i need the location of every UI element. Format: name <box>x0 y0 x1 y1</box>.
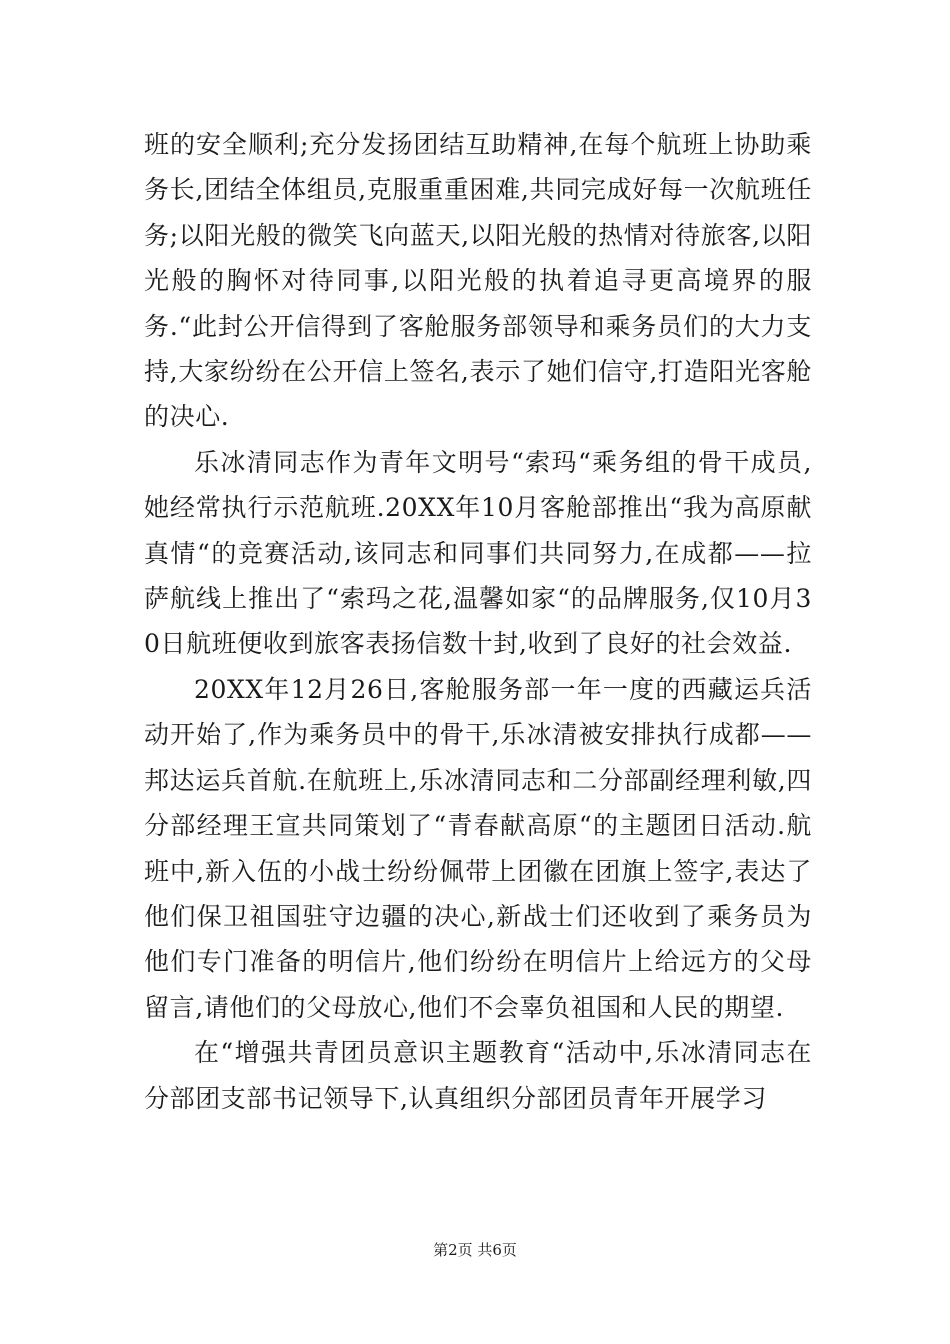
document-body <box>144 122 812 1121</box>
paragraph-1: 班的安全顺利;充分发扬团结互助精神,在每个航班上协助乘务长,团结全体组员,克服重重困难,共同完成好每一次航班任务;以阳光般的微笑飞向蓝天,以阳光般的热情对待旅客,以阳光般的胸怀对待同事,以阳光般的执着追寻更高境界的服务.“此封公开信得到了客舱服务部领导和乘务员们的大力支持,大家纷纷在公开信上签名,表示了她们信守,打造阳光客舱的决心. <box>144 130 812 432</box>
page-number-footer: 第2页 共6页 <box>433 1241 517 1259</box>
paragraph-4: 在“增强共青团员意识主题教育“活动中,乐冰清同志在分部团支部书记领导下,认真组织分部团员青年开展学习 <box>144 1038 812 1113</box>
paragraph-2: 乐冰清同志作为青年文明号“索玛“乘务组的骨干成员,她经常执行示范航班.20XX年10月客舱部推出“我为高原献真情“的竞赛活动,该同志和同事们共同努力,在成都——拉萨航线上推出了“索玛之花,温馨如家“的品牌服务,仅10月30日航班便收到旅客表扬信数十封,收到了良好的社会效益. <box>144 447 812 659</box>
paragraph-3: 20XX年12月26日,客舱服务部一年一度的西藏运兵活动开始了,作为乘务员中的骨干,乐冰清被安排执行成都——邦达运兵首航.在航班上,乐冰清同志和二分部副经理利敏,四分部经理王宣共同策划了“青春献高原“的主题团日活动.航班中,新入伍的小战士纷纷佩带上团徽在团旗上签字,表达了他们保卫祖国驻守边疆的决心,新战士们还收到了乘务员为他们专门准备的明信片,他们纷纷在明信片上给远方的父母留言,请他们的父母放心,他们不会辜负祖国和人民的期望. <box>144 674 812 1022</box>
